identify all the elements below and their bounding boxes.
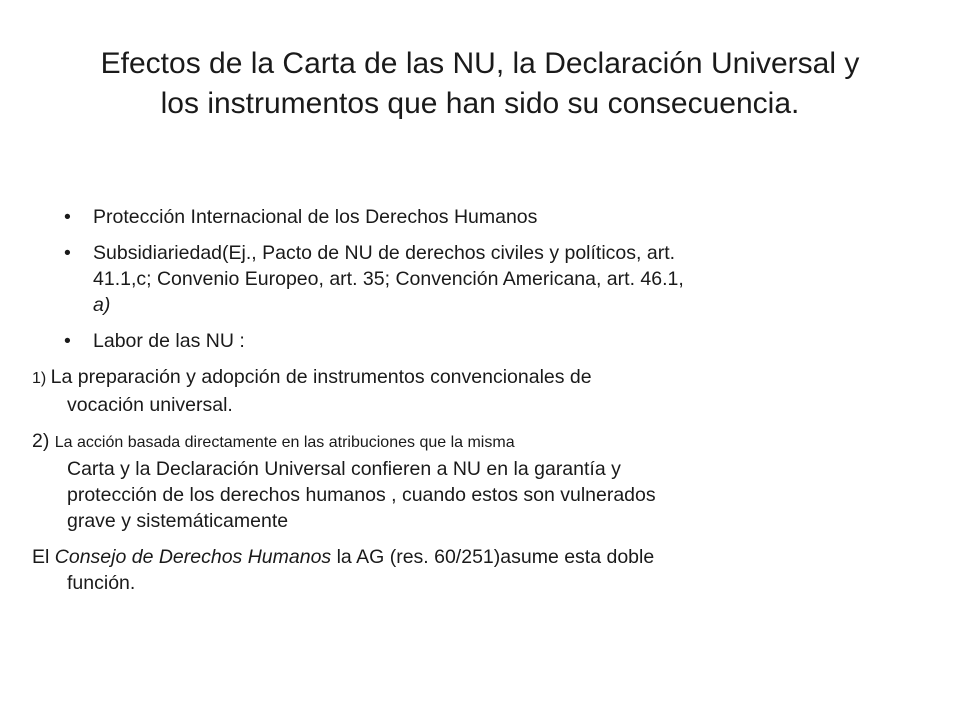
bullet-text-line: a) — [93, 294, 111, 316]
bullet-icon: • — [64, 242, 71, 264]
paragraph-first-line — [32, 428, 912, 456]
bullet-item-labor — [58, 328, 918, 354]
bullet-text-line: Subsidiariedad(Ej., Pacto de NU de derechos civiles y políticos, art. — [93, 242, 676, 264]
paragraph-prefix: 2) — [32, 430, 55, 452]
paragraph-3 — [32, 544, 912, 596]
paragraph-cont-line: vocación universal. — [67, 394, 233, 416]
bullet-icon: • — [64, 330, 71, 352]
paragraph-pre: El — [32, 546, 55, 568]
title-line-2: los instrumentos que han sido su consecuencia. — [160, 87, 800, 120]
bullet-item-subsidiariedad — [58, 240, 918, 318]
paragraph-italic: Consejo de Derechos Humanos — [54, 546, 332, 568]
bullet-icon: • — [64, 206, 71, 228]
slide-title — [48, 44, 912, 124]
paragraph-text: La acción basada directamente en las atribuciones que la misma — [54, 434, 515, 451]
bullet-text: Protección Internacional de los Derechos Humanos — [93, 206, 538, 228]
paragraph-first-line — [32, 544, 912, 570]
bullet-text: Labor de las NU : — [93, 330, 245, 352]
paragraph-cont-line: grave y sistemáticamente — [67, 510, 289, 532]
title-line-1: Efectos de la Carta de las NU, la Declaración Universal y — [100, 47, 860, 80]
bullet-text-line: 41.1,c; Convenio Europeo, art. 35; Convención Americana, art. 46.1, — [93, 268, 684, 290]
slide-body — [32, 204, 918, 606]
paragraph-cont-line: función. — [67, 572, 136, 594]
paragraph-cont-line: Carta y la Declaración Universal confieren a NU en la garantía y — [67, 458, 621, 480]
paragraph-text: La preparación y adopción de instrumentos convencionales de — [50, 366, 592, 388]
paragraph-2 — [32, 428, 912, 534]
bullet-item-proteccion — [58, 204, 918, 230]
paragraph-post: la AG (res. 60/251)asume esta doble — [331, 546, 655, 568]
paragraph-cont-line: protección de los derechos humanos , cuando estos son vulnerados — [67, 484, 656, 506]
paragraph-prefix: 1) — [32, 370, 51, 387]
paragraph-1 — [32, 364, 912, 418]
paragraph-first-line — [32, 364, 912, 392]
